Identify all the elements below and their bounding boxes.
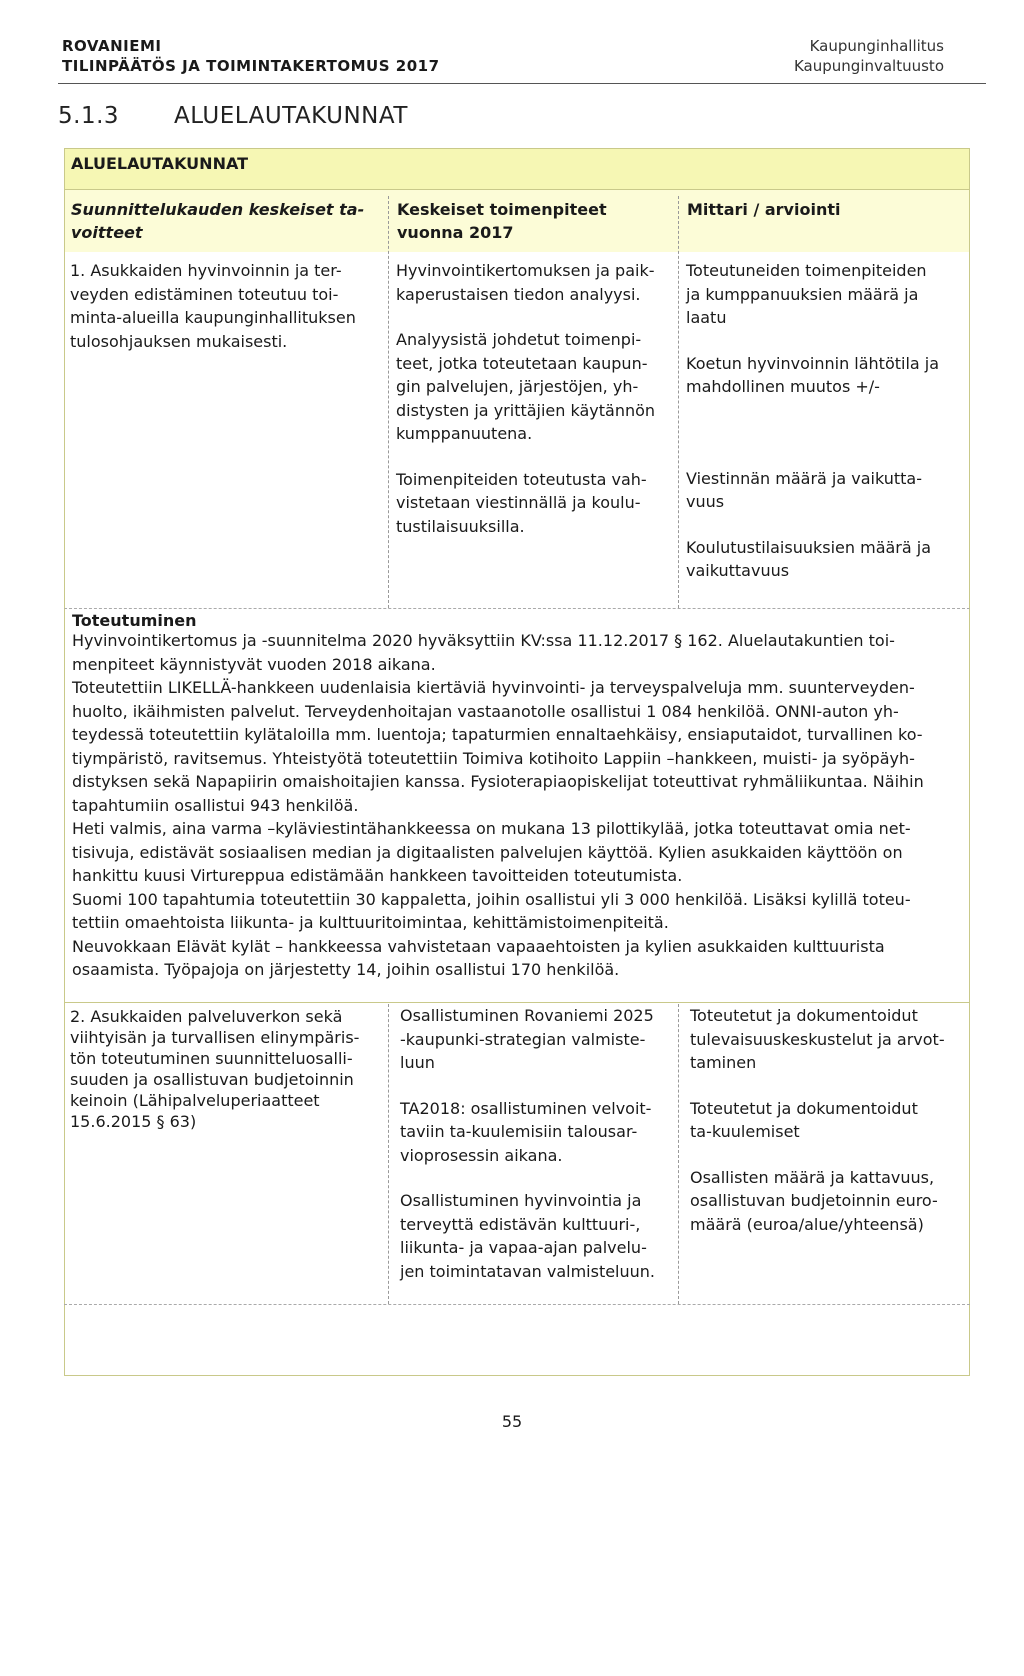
body-name-2: Kaupunginvaltuusto	[793, 57, 944, 75]
row1-actions	[396, 259, 676, 560]
column-header-actions: Keskeiset toimenpiteet vuonna 2017	[397, 200, 607, 242]
body-name-1: Kaupunginhallitus	[809, 37, 944, 55]
row1-action-3: Toimenpiteiden toteutusta vah- vistetaan viestinnällä ja koulu- tustilaisuuksilla.	[396, 469, 647, 536]
header-rule	[58, 83, 986, 84]
implementation-title: Toteutuminen	[72, 611, 197, 630]
table-title: ALUELAUTAKUNNAT	[64, 148, 970, 190]
row2-col-separator-2	[678, 1004, 679, 1304]
row2-measure-3: Osallisten määrä ja kattavuus, osallistuvan budjetoinnin euro- määrä (euroa/alue/yhteensä)	[690, 1167, 938, 1234]
row2-measure-2: Toteutetut ja dokumentoidut ta-kuulemiset	[690, 1098, 918, 1141]
column-header-goals: Suunnittelukauden keskeiset ta- voitteet	[71, 200, 365, 242]
row2-actions	[400, 1004, 676, 1305]
row1-measure-1: Toteutuneiden toimenpiteiden ja kumppanuuksien määrä ja laatu	[686, 261, 927, 327]
row1-goal: 1. Asukkaiden hyvinvoinnin ja ter- veyden edistäminen toteutuu toi- minta-alueilla kaupunginhallituksen tulosohjauksen mukaisesti.	[70, 261, 356, 351]
column-header-measures: Mittari / arviointi	[687, 200, 841, 219]
implementation-text: Hyvinvointikertomus ja -suunnitelma 2020 hyväksyttiin KV:ssa 11.12.2017 § 162. Aluelautakuntien toi- menpiteet käynnistyvät vuoden 2018 aikana. Toteutettiin LIKELLÄ-hankkeen uudenlaisia kiertäviä hyvinvointi- ja terveyspalveluja mm. suunterveyden- huolto, ikäihmisten palvelut. Terveydenhoitajan vastaanotolle osallistui 1 084 henkilöä. ONNI-auton yh- teydessä toteutettiin kylätaloilla mm. luentoja; tapaturmien ennaltaehkäisy, ensiaputaidot, turvallinen ko- tiympäristö, ravitsemus. Yhteistyötä toteutettiin Toimiva kotihoito Lappiin –hankkeen, muisti- ja syöpäyh- distyksen sekä Napapiirin omaishoitajien kanssa. Fysioterapiaopiskelijat toteuttivat ryhmäliikuntaa. Näihin tapahtumiin osallistui 943 henkilöä. Heti valmis, aina varma –kyläviestintähankkeessa on mukana 13 pilottikylää, jotka toteuttavat omia net- tisivuja, edistävät sosiaalisen median ja digitaalisten palvelujen käyttöä. Kylien asukkaiden käyttöön on hankittu kuusi Virtureppua edistämään hankkeen tavoitteiden toteutumista. Suomi 100 tapahtumia toteutettiin 30 kappaletta, joihin osallistui yli 3 000 henkilöä. Lisäksi kylillä toteu- tettiin omaehtoista liikunta- ja kulttuuritoimintaa, kehittämistoimenpiteitä. Neuvokkaan Elävät kylät – hankkeessa vahvistetaan vapaaehtoisten ja kylien asukkaiden kulttuurista osaamista. Työpajoja on järjestetty 14, joihin osallistui 170 henkilöä.	[72, 631, 924, 979]
section-number: 5.1.3	[58, 103, 120, 129]
row2-action-2: TA2018: osallistuminen velvoit- taviin ta-kuulemisiin talousar- vioprosessin aikana.	[400, 1098, 652, 1165]
section-title: ALUELAUTAKUNNAT	[174, 103, 408, 129]
row2-action-3: Osallistuminen hyvinvointia ja terveyttä edistävän kulttuuri-, liikunta- ja vapaa-ajan palvelu- jen toimintatavan valmisteluun.	[400, 1191, 656, 1281]
row1-action-2: Analyysistä johdetut toimenpi- teet, jotka toteutetaan kaupun- gin palvelujen, järjestöjen, yh- distysten ja yrittäjien käytännön kumppanuutena.	[396, 330, 656, 443]
section-heading	[58, 103, 408, 129]
row1-measure-3: Viestinnän määrä ja vaikutta- vuus	[686, 468, 923, 511]
col-separator-1	[388, 196, 389, 608]
col-separator-2	[678, 196, 679, 608]
row1-measure-4: Koulutustilaisuuksien määrä ja vaikuttavuus	[686, 537, 932, 580]
row2-action-1: Osallistuminen Rovaniemi 2025 -kaupunki-strategian valmiste- luun	[400, 1006, 654, 1072]
org-name: ROVANIEMI	[62, 37, 162, 55]
row1-action-1: Hyvinvointikertomuksen ja paik- kaperustaisen tiedon analyysi.	[396, 261, 655, 304]
row2-measures	[690, 1004, 966, 1258]
row1-measures	[686, 259, 966, 605]
row2-goal: 2. Asukkaiden palveluverkon sekä viihtyisän ja turvallisen elinympäris- tön toteutuminen suunnitteluosalli- suuden ja osallistuvan budjetoinnin keinoin (Lähipalveluperiaatteet 15.6.2015 § 63)	[70, 1007, 360, 1131]
report-header-left	[62, 36, 440, 76]
report-title: TILINPÄÄTÖS JA TOIMINTAKERTOMUS 2017	[62, 57, 440, 75]
goals-table	[64, 148, 970, 1676]
report-header-right	[794, 36, 944, 76]
row2-col-separator-1	[388, 1004, 389, 1304]
row1-measure-2: Koetun hyvinvoinnin lähtötila ja mahdollinen muutos +/-	[686, 353, 940, 396]
page-number: 55	[501, 1412, 523, 1431]
row2-measure-1: Toteutetut ja dokumentoidut tulevaisuuskeskustelut ja arvot- taminen	[690, 1006, 945, 1072]
